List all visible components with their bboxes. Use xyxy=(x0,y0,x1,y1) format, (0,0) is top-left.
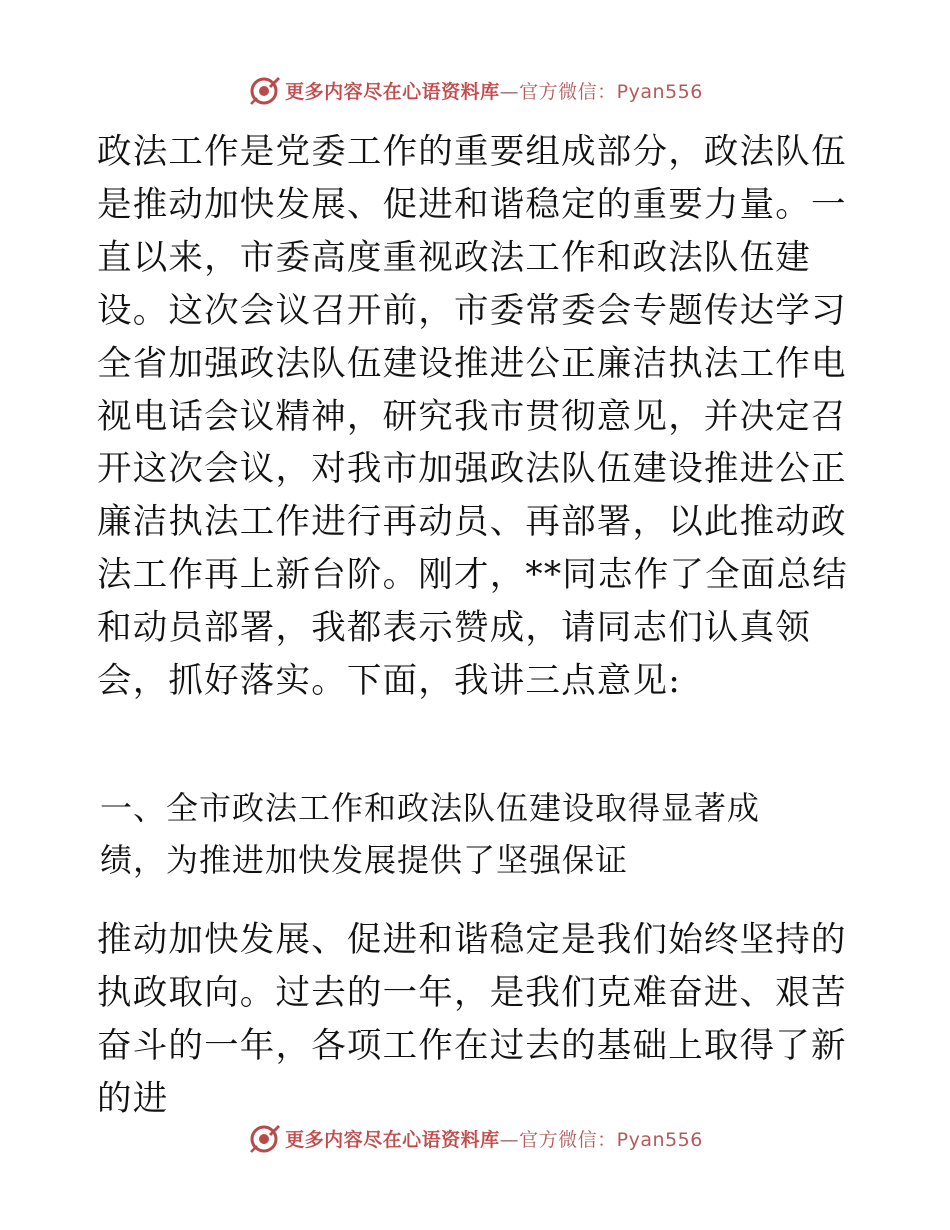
watermark-text xyxy=(285,1125,703,1152)
watermark-brand: 更多内容尽在心语资料库 xyxy=(285,1128,500,1151)
watermark-wechat: 官方微信：Pyan556 xyxy=(519,1128,703,1151)
watermark-wechat: 官方微信：Pyan556 xyxy=(519,80,703,103)
footer-watermark-banner xyxy=(0,1118,950,1158)
watermark-separator: — xyxy=(499,1128,520,1151)
watermark-text xyxy=(285,77,703,104)
header-watermark-banner xyxy=(0,70,950,110)
pen-logo-icon xyxy=(247,1121,281,1155)
section-heading-1: 一、全市政法工作和政法队伍建设取得显著成绩，为推进加快发展提供了坚强保证 xyxy=(100,789,761,879)
pen-logo-icon xyxy=(247,73,281,107)
watermark-separator: — xyxy=(499,80,520,103)
body-paragraph-1: 政法工作是党委工作的重要组成部分，政法队伍是推动加快发展、促进和谐稳定的重要力量。一直以来，市委高度重视政法工作和政法队伍建设。这次会议召开前，市委常委会专题传达学习全省加强政法队伍建设推进公正廉洁执法工作电视电话会议精神，研究我市贯彻意见，并决定召开这次会议，对我市加强政法队伍建设推进公正廉洁执法工作进行再动员、再部署，以此推动政法工作再上新台阶。刚才，**同志作了全面总结和动员部署，我都表示赞成，请同志们认真领会，抓好落实。下面，我讲三点意见: xyxy=(97,132,848,702)
body-paragraph-2: 推动加快发展、促进和谐稳定是我们始终坚持的执政取向。过去的一年，是我们克难奋进、艰苦奋斗的一年，各项工作在过去的基础上取得了新的进 xyxy=(97,920,847,1119)
watermark-brand: 更多内容尽在心语资料库 xyxy=(285,80,500,103)
